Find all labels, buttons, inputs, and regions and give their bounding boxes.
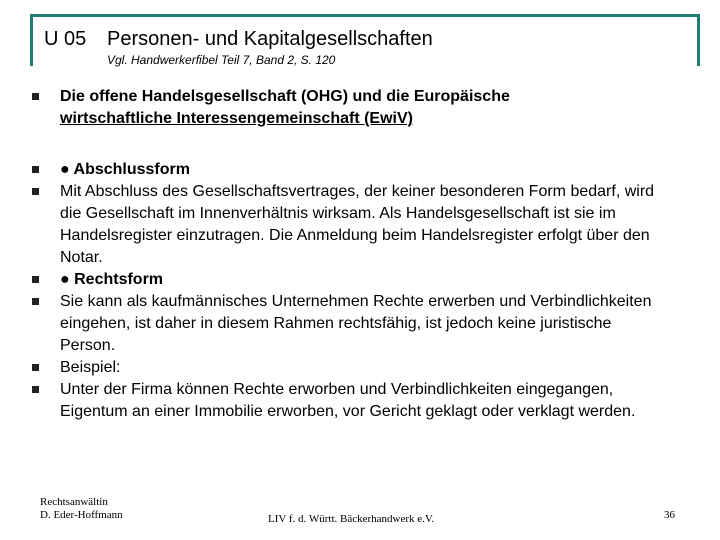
bullet-square-icon	[32, 166, 39, 173]
footer-author	[40, 496, 123, 522]
header-frame-right	[697, 14, 700, 66]
list-item-beispiel-text	[30, 379, 670, 423]
abschlussform-text: Mit Abschluss des Gesellschaftsvertrages, der keiner besonderen Form bedarf, wird die Gesellschaft im Innenverhältnis wirksam. Als Handelsgesellschaft ist sie im Handelsregister einzutragen. Die Anmeldung beim Handelsregister erfolgt über den Notar.	[60, 183, 655, 266]
list-item-heading	[30, 86, 670, 130]
bullet-square-icon	[32, 188, 39, 195]
header-frame-top	[30, 14, 700, 17]
slide-subtitle: Vgl. Handwerkerfibel Teil 7, Band 2, S. 120	[107, 53, 336, 67]
heading-line-2: wirtschaftliche Interessengemeinschaft (EwiV)	[60, 110, 413, 127]
slide-content	[30, 86, 670, 423]
bullet-square-icon	[32, 386, 39, 393]
list-item-abschlussform-text	[30, 181, 670, 269]
rechtsform-text: Sie kann als kaufmännisches Unternehmen Rechte erwerben und Verbindlichkeiten eingehen, ist daher in diesem Rahmen rechtsfähig, ist jedoch keine juristische Person.	[60, 293, 652, 354]
beispiel-text: Unter der Firma können Rechte erworben und Verbindlichkeiten eingegangen, Eigentum an einer Immobilie erworben, vor Gericht geklagt oder verklagt werden.	[60, 381, 636, 420]
footer-organization: LIV f. d. Württ. Bäckerhandwerk e.V.	[268, 513, 435, 525]
bullet-square-icon	[32, 364, 39, 371]
page-number: 36	[664, 509, 675, 521]
list-item-rechtsform-label	[30, 269, 670, 291]
footer-author-line-1: Rechtsanwältin	[40, 496, 108, 508]
bullet-square-icon	[32, 93, 39, 100]
bullet-square-icon	[32, 298, 39, 305]
abschlussform-label: ● Abschlussform	[60, 161, 190, 178]
list-item-beispiel-label	[30, 357, 670, 379]
beispiel-label: Beispiel:	[60, 359, 121, 376]
slide-title: Personen- und Kapitalgesellschaften	[107, 28, 433, 50]
rechtsform-label: ● Rechtsform	[60, 271, 164, 288]
header-frame-left	[30, 14, 33, 66]
list-item-rechtsform-text	[30, 291, 670, 357]
footer-author-line-2: D. Eder-Hoffmann	[40, 509, 123, 521]
slide-code: U 05	[44, 28, 87, 50]
heading-line-1: Die offene Handelsgesellschaft (OHG) und die Europäische	[60, 88, 510, 105]
list-item-abschlussform-label	[30, 159, 670, 181]
bullet-square-icon	[32, 276, 39, 283]
